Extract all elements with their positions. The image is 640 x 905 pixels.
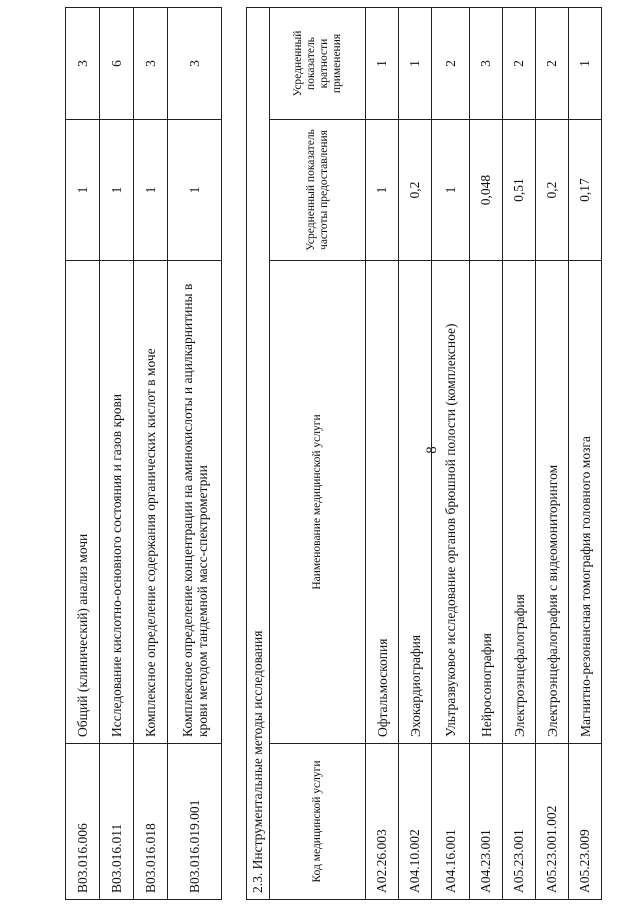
service-name: Общий (клинический) анализ мочи [66, 261, 100, 744]
service-name: Электроэнцефалография с видеомониторингом [536, 261, 569, 744]
multiplicity-value: 1 [366, 8, 399, 120]
service-name: Офтальмоскопия [366, 261, 399, 744]
table-row [503, 8, 536, 900]
service-name: Электроэнцефалография [503, 261, 536, 744]
header-multiplicity: Усредненный показатель кратности применения [270, 8, 366, 120]
service-code: A02.26.003 [366, 744, 399, 900]
multiplicity-value: 2 [536, 8, 569, 120]
service-code: A05.23.001.002 [536, 744, 569, 900]
instrumental-methods-table [246, 7, 602, 900]
service-code: B03.016.018 [134, 744, 168, 900]
service-code: B03.016.006 [66, 744, 100, 900]
table-row [134, 8, 168, 900]
frequency-value: 0,51 [503, 120, 536, 261]
table-row [432, 8, 470, 900]
multiplicity-value: 3 [168, 8, 222, 120]
multiplicity-value: 1 [569, 8, 602, 120]
multiplicity-value: 2 [503, 8, 536, 120]
service-code: B03.016.011 [100, 744, 134, 900]
service-name: Комплексное определение содержания органических кислот в моче [134, 261, 168, 744]
frequency-value: 0,2 [536, 120, 569, 261]
service-code: A04.16.001 [432, 744, 470, 900]
frequency-value: 1 [432, 120, 470, 261]
table-row [470, 8, 503, 900]
header-frequency: Усредненный показатель частоты предоставления [270, 120, 366, 261]
table-row [66, 8, 100, 900]
service-name: Эхокардиография [399, 261, 432, 744]
service-name: Нейросонография [470, 261, 503, 744]
frequency-value: 1 [66, 120, 100, 261]
header-name: Наименование медицинской услуги [270, 261, 366, 744]
service-name: Комплексное определение концентрации на аминокислоты и ацилкарнитины в крови методом тандемной масс-спектрометрии [168, 261, 222, 744]
frequency-value: 1 [366, 120, 399, 261]
multiplicity-value: 3 [66, 8, 100, 120]
service-name: Магнитно-резонансная томография головного мозга [569, 261, 602, 744]
multiplicity-value: 1 [399, 8, 432, 120]
frequency-value: 1 [168, 120, 222, 261]
frequency-value: 0,048 [470, 120, 503, 261]
frequency-value: 1 [134, 120, 168, 261]
service-code: A04.23.001 [470, 744, 503, 900]
page-number: 8 [424, 446, 440, 454]
table-header-row [270, 8, 366, 900]
service-code: A05.23.001 [503, 744, 536, 900]
table-row [168, 8, 222, 900]
frequency-value: 0,2 [399, 120, 432, 261]
table-row [100, 8, 134, 900]
frequency-value: 0,17 [569, 120, 602, 261]
multiplicity-value: 2 [432, 8, 470, 120]
table-row [536, 8, 569, 900]
table-row [569, 8, 602, 900]
frequency-value: 1 [100, 120, 134, 261]
multiplicity-value: 6 [100, 8, 134, 120]
service-code: B03.016.019.001 [168, 744, 222, 900]
services-table-continued [65, 7, 222, 900]
service-name: Исследование кислотно-основного состояния и газов крови [100, 261, 134, 744]
multiplicity-value: 3 [134, 8, 168, 120]
section-title: 2.3. Инструментальные методы исследования [247, 8, 270, 900]
header-code: Код медицинской услуги [270, 744, 366, 900]
table-row [399, 8, 432, 900]
service-code: A04.10.002 [399, 744, 432, 900]
multiplicity-value: 3 [470, 8, 503, 120]
table-row [366, 8, 399, 900]
section-title-row [247, 8, 270, 900]
service-code: A05.23.009 [569, 744, 602, 900]
service-name: Ультразвуковое исследование органов брюшной полости (комплексное) [432, 261, 470, 744]
